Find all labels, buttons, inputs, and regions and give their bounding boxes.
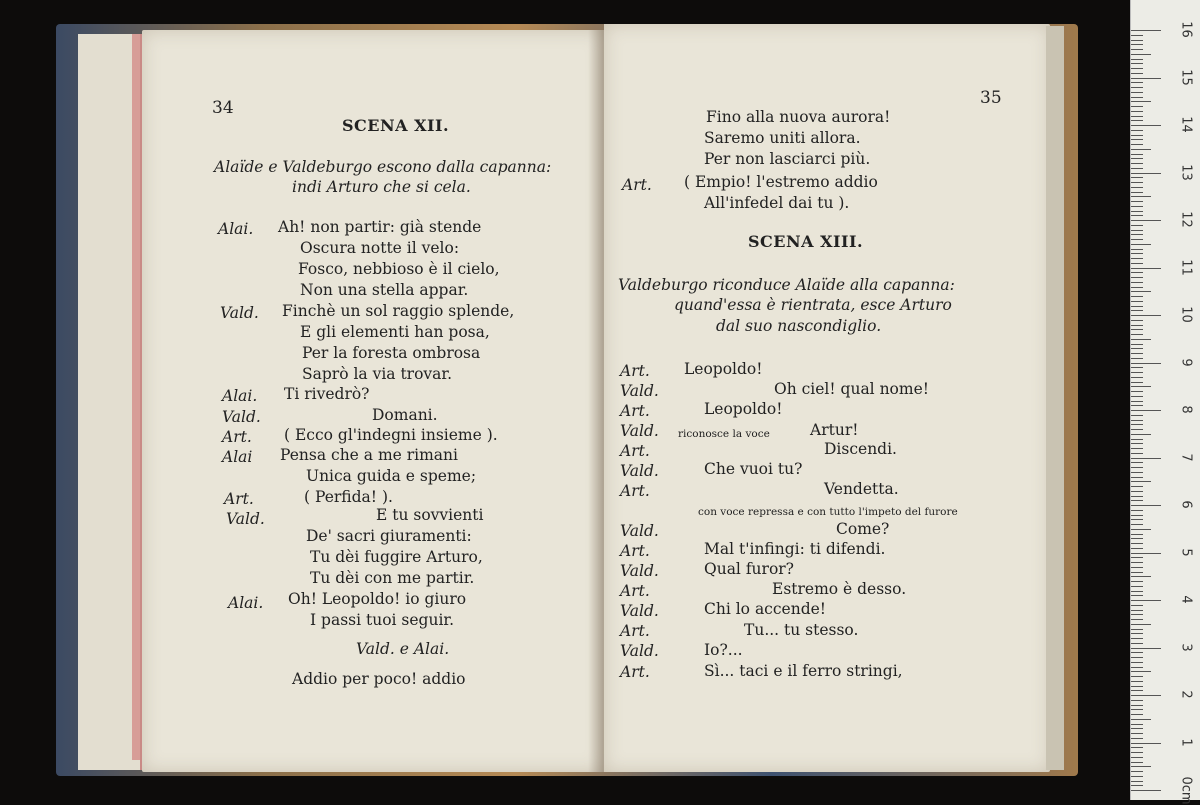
ruler-tick (1131, 367, 1143, 368)
ruler-tick (1131, 130, 1143, 131)
ruler-tick (1131, 652, 1143, 653)
ruler-tick (1131, 410, 1161, 411)
ruler-tick (1131, 562, 1143, 563)
ruler-tick (1131, 291, 1151, 292)
ruler-tick (1131, 139, 1143, 140)
ruler-tick (1131, 272, 1143, 273)
ruler-tick (1131, 662, 1143, 663)
ruler-tick (1131, 59, 1143, 60)
ruler-tick (1131, 201, 1143, 202)
ruler-tick (1131, 671, 1151, 672)
verse-line: ( Ecco gl'indegni insieme ). (284, 426, 498, 444)
ruler-tick (1131, 363, 1161, 364)
ruler-tick (1131, 614, 1143, 615)
speaker: Art. (620, 582, 650, 600)
verse-line: Fino alla nuova aurora! (706, 108, 891, 126)
stage-direction-line: quand'essa è rientrata, esce Arturo (674, 296, 952, 314)
scene-heading: SCENA XIII. (748, 232, 864, 251)
verse-line: Artur! (810, 421, 859, 439)
ruler-tick (1131, 301, 1143, 302)
speaker: Art. (622, 176, 652, 194)
verse-line: Domani. (372, 406, 438, 424)
ruler-tick (1131, 648, 1161, 649)
ruler-label: 2 (1178, 690, 1194, 699)
ruler-tick (1131, 249, 1143, 250)
verse-line: Oscura notte il velo: (300, 239, 460, 257)
ruler-tick (1131, 377, 1143, 378)
ruler-tick (1131, 106, 1143, 107)
ruler-tick (1131, 781, 1143, 782)
ruler-tick (1131, 239, 1143, 240)
ruler-tick (1131, 434, 1151, 435)
ruler-tick (1131, 762, 1143, 763)
ruler-tick (1131, 125, 1161, 126)
ruler-tick (1131, 472, 1143, 473)
ruler-tick (1131, 624, 1151, 625)
ruler-tick (1131, 771, 1143, 772)
ruler-tick (1131, 149, 1151, 150)
ruler-label: 8 (1178, 405, 1194, 414)
ruler-tick (1131, 163, 1143, 164)
ruler-tick (1131, 54, 1151, 55)
ruler-tick (1131, 35, 1143, 36)
ruler-tick (1131, 144, 1143, 145)
ruler-label: 11 (1178, 258, 1194, 276)
verse-line: Saprò la via trovar. (302, 365, 453, 383)
ruler-tick (1131, 206, 1143, 207)
ruler-tick (1131, 196, 1151, 197)
ruler-tick (1131, 329, 1143, 330)
verse-line: Pensa che a me rimani (280, 446, 458, 464)
ruler-tick (1131, 320, 1143, 321)
speaker: Vald. (226, 510, 265, 528)
ruler-tick (1131, 30, 1161, 31)
speaker: Art. (620, 402, 650, 420)
verse-line: De' sacri giuramenti: (306, 527, 472, 545)
verse-line: Fosco, nebbioso è il cielo, (298, 260, 500, 278)
ruler-tick (1131, 496, 1143, 497)
ruler-tick (1131, 443, 1143, 444)
verse-line: Sì... taci e il ferro stringi, (704, 662, 903, 680)
ruler-tick (1131, 87, 1143, 88)
ruler-tick (1131, 344, 1143, 345)
speaker: Art. (224, 490, 254, 508)
verse-line: Unica guida e speme; (306, 467, 477, 485)
ruler-tick (1131, 353, 1143, 354)
verse-line: E tu sovvienti (376, 506, 484, 524)
verse-line: Io?... (704, 641, 743, 659)
ruler-tick (1131, 724, 1143, 725)
ruler-label: 13 (1178, 163, 1194, 181)
speaker: Vald. (620, 522, 659, 540)
ruler-tick (1131, 605, 1143, 606)
speaker: Alai. (222, 387, 258, 405)
ruler-tick (1131, 458, 1161, 459)
verse-line: ( Perfida! ). (304, 488, 393, 506)
ruler-tick (1131, 263, 1143, 264)
ruler-tick (1131, 743, 1161, 744)
ruler-tick (1131, 315, 1161, 316)
speaker: Vald. (620, 462, 659, 480)
verse-line: Estremo è desso. (772, 580, 907, 598)
ruler-tick (1131, 396, 1143, 397)
speaker: Art. (620, 482, 650, 500)
ruler-tick (1131, 695, 1161, 696)
page-number: 35 (980, 88, 1002, 108)
ruler-tick (1131, 97, 1143, 98)
ruler-tick (1131, 728, 1143, 729)
ruler-label: 15 (1178, 68, 1194, 86)
ruler-tick (1131, 211, 1143, 212)
verse-line: Tu dèi con me partir. (310, 569, 475, 587)
ruler-tick (1131, 225, 1143, 226)
ruler-tick (1131, 420, 1143, 421)
speaker: Vald. (222, 408, 261, 426)
stage-direction-line: indi Arturo che si cela. (292, 178, 471, 196)
ruler-tick (1131, 714, 1143, 715)
left-page (142, 30, 604, 772)
ruler-tick (1131, 643, 1143, 644)
ruler-tick (1131, 500, 1143, 501)
ruler-tick (1131, 424, 1143, 425)
ruler-tick (1131, 491, 1143, 492)
ruler-tick (1131, 339, 1151, 340)
ruler-label: 5 (1178, 547, 1194, 557)
ruler-tick (1131, 543, 1143, 544)
verse-line: Ah! non partir: già stende (278, 218, 482, 236)
ruler-tick (1131, 567, 1143, 568)
page-number: 34 (212, 98, 234, 118)
ruler-tick (1131, 187, 1143, 188)
stage-aside: riconosce la voce (678, 428, 770, 440)
ruler-tick (1131, 154, 1143, 155)
ruler-tick (1131, 92, 1143, 93)
ruler-tick (1131, 135, 1143, 136)
ruler-label: 1 (1178, 737, 1194, 747)
ruler-label: 6 (1178, 500, 1194, 509)
ruler-tick (1131, 73, 1143, 74)
verse-line: Leopoldo! (684, 360, 763, 378)
ruler-tick (1131, 676, 1143, 677)
speaker: Art. (620, 622, 650, 640)
cover-edge (132, 34, 140, 760)
verse-line: Ti rivedrò? (284, 385, 370, 403)
speaker: Alai (222, 448, 253, 466)
stage-direction-line: dal suo nascondiglio. (716, 317, 882, 335)
ruler-tick (1131, 215, 1143, 216)
verse-line: Saremo uniti allora. (704, 129, 861, 147)
ruler-tick (1131, 220, 1161, 221)
ruler-tick (1131, 348, 1143, 349)
ruler-tick (1131, 705, 1143, 706)
ruler-tick (1131, 747, 1143, 748)
ruler-tick (1131, 548, 1143, 549)
ruler-tick (1131, 595, 1143, 596)
ruler-tick (1131, 519, 1143, 520)
ruler-tick (1131, 690, 1143, 691)
ruler-tick (1131, 230, 1143, 231)
verse-line: Per non lasciarci più. (704, 150, 871, 168)
ruler-tick (1131, 334, 1143, 335)
ruler-tick (1131, 101, 1151, 102)
ruler-tick (1131, 116, 1143, 117)
ruler-tick (1131, 738, 1143, 739)
stage-direction-line: Valdeburgo riconduce Alaïde alla capanna: (618, 276, 955, 294)
speaker: Vald. (220, 304, 259, 322)
ruler-tick (1131, 752, 1143, 753)
ruler-tick (1131, 405, 1143, 406)
ruler-tick (1131, 785, 1143, 786)
right-page (604, 24, 1050, 772)
ruler-tick (1131, 358, 1143, 359)
ruler-tick (1131, 325, 1143, 326)
ruler-tick (1131, 667, 1143, 668)
verse-line: Finchè un sol raggio splende, (282, 302, 515, 320)
ruler-label: 14 (1178, 116, 1194, 133)
verse-line: Leopoldo! (704, 400, 783, 418)
ruler-tick (1131, 287, 1143, 288)
ruler-label: 9 (1178, 357, 1194, 367)
ruler-tick (1131, 534, 1143, 535)
verse-line: Che vuoi tu? (704, 460, 803, 478)
ruler-tick (1131, 168, 1143, 169)
ensemble-heading: Vald. e Alai. (356, 640, 450, 658)
ruler-tick (1131, 253, 1143, 254)
ruler-tick (1131, 386, 1151, 387)
ruler-tick (1131, 439, 1143, 440)
ruler-tick (1131, 486, 1143, 487)
verse-line: Mal t'infingi: ti difendi. (704, 540, 886, 558)
ruler-tick (1131, 192, 1143, 193)
ruler-tick (1131, 481, 1151, 482)
ruler-tick (1131, 553, 1161, 554)
ruler-tick (1131, 63, 1143, 64)
ruler-tick (1131, 415, 1143, 416)
speaker: Art. (222, 428, 252, 446)
ruler-tick (1131, 776, 1143, 777)
ruler-tick (1131, 401, 1143, 402)
ruler-tick (1131, 524, 1143, 525)
ruler-tick (1131, 576, 1151, 577)
ruler-tick (1131, 700, 1143, 701)
verse-line: Addio per poco! addio (292, 670, 466, 688)
ruler-tick (1131, 49, 1143, 50)
ruler-tick (1131, 382, 1143, 383)
speaker: Art. (620, 442, 650, 460)
ruler-tick (1131, 282, 1143, 283)
ruler-tick (1131, 258, 1143, 259)
speaker: Art. (620, 362, 650, 380)
ruler-tick (1131, 158, 1143, 159)
ruler-label: 7 (1178, 452, 1194, 462)
ruler-tick (1131, 572, 1143, 573)
verse-line: Tu... tu stesso. (744, 621, 859, 639)
ruler-tick (1131, 790, 1161, 791)
stage-aside: con voce repressa e con tutto l'impeto del furore (698, 506, 958, 518)
ruler-tick (1131, 177, 1143, 178)
ruler-tick (1131, 78, 1161, 79)
ruler-tick (1131, 633, 1143, 634)
ruler-tick (1131, 296, 1143, 297)
ruler-tick (1131, 453, 1143, 454)
ruler-tick (1131, 448, 1143, 449)
ruler-tick (1131, 510, 1143, 511)
ruler-tick (1131, 182, 1143, 183)
speaker: Vald. (620, 422, 659, 440)
verse-line: Tu dèi fuggire Arturo, (310, 548, 483, 566)
speaker: Alai. (228, 594, 264, 612)
speaker: Vald. (620, 382, 659, 400)
ruler-tick (1131, 591, 1143, 592)
ruler-tick (1131, 629, 1143, 630)
ruler-tick (1131, 733, 1143, 734)
ruler-tick (1131, 310, 1143, 311)
ruler-tick (1131, 505, 1161, 506)
ruler-tick (1131, 638, 1143, 639)
measuring-ruler (1130, 0, 1200, 805)
verse-line: Come? (836, 520, 890, 538)
speaker: Art. (620, 542, 650, 560)
ruler-tick (1131, 657, 1143, 658)
scene-heading: SCENA XII. (342, 116, 450, 135)
ruler-tick (1131, 529, 1151, 530)
ruler-tick (1131, 372, 1143, 373)
verse-line: Chi lo accende! (704, 600, 827, 618)
verse-line: Per la foresta ombrosa (302, 344, 481, 362)
verse-line: Vendetta. (824, 480, 899, 498)
ruler-tick (1131, 40, 1143, 41)
ruler-tick (1131, 277, 1143, 278)
verse-line: Non una stella appar. (300, 281, 469, 299)
ruler-tick (1131, 557, 1143, 558)
ruler-tick (1131, 268, 1161, 269)
ruler-tick (1131, 600, 1161, 601)
ruler-tick (1131, 467, 1143, 468)
speaker: Vald. (620, 602, 659, 620)
ruler-tick (1131, 477, 1143, 478)
verse-line: ( Empio! l'estremo addio (684, 173, 878, 191)
ruler-tick (1131, 757, 1143, 758)
ruler-tick (1131, 391, 1143, 392)
verse-line: E gli elementi han posa, (300, 323, 490, 341)
verse-line: Discendi. (824, 440, 897, 458)
ruler-tick (1131, 586, 1143, 587)
ruler-tick (1131, 538, 1143, 539)
speaker: Art. (620, 663, 650, 681)
ruler-tick (1131, 709, 1143, 710)
ruler-label: 10 (1178, 306, 1194, 323)
ruler-tick (1131, 120, 1143, 121)
ruler-tick (1131, 619, 1143, 620)
verse-line: I passi tuoi seguir. (310, 611, 455, 629)
ruler-tick (1131, 429, 1143, 430)
ruler-tick (1131, 244, 1151, 245)
ruler-tick (1131, 719, 1151, 720)
page-block-edge (1046, 26, 1064, 770)
speaker: Vald. (620, 562, 659, 580)
ruler-tick (1131, 68, 1143, 69)
verse-line: Oh ciel! qual nome! (774, 380, 929, 398)
ruler-label: 16 (1178, 21, 1194, 38)
ruler-label: 0cm (1178, 776, 1194, 805)
ruler-tick (1131, 111, 1143, 112)
ruler-label: 12 (1178, 211, 1194, 228)
ruler-tick (1131, 173, 1161, 174)
ruler-tick (1131, 681, 1143, 682)
stage-direction-line: Alaïde e Valdeburgo escono dalla capanna: (214, 158, 552, 176)
verse-line: All'infedel dai tu ). (704, 194, 850, 212)
ruler-tick (1131, 581, 1143, 582)
ruler-tick (1131, 82, 1143, 83)
ruler-tick (1131, 306, 1143, 307)
verse-line: Oh! Leopoldo! io giuro (288, 590, 467, 608)
ruler-tick (1131, 610, 1143, 611)
ruler-tick (1131, 44, 1143, 45)
ruler-tick (1131, 462, 1143, 463)
ruler-tick (1131, 515, 1143, 516)
verse-line: Qual furor? (704, 560, 794, 578)
speaker: Alai. (218, 220, 254, 238)
ruler-tick (1131, 686, 1143, 687)
ruler-label: 3 (1178, 642, 1194, 652)
ruler-tick (1131, 766, 1151, 767)
speaker: Vald. (620, 642, 659, 660)
ruler-label: 4 (1178, 595, 1194, 604)
ruler-tick (1131, 234, 1143, 235)
